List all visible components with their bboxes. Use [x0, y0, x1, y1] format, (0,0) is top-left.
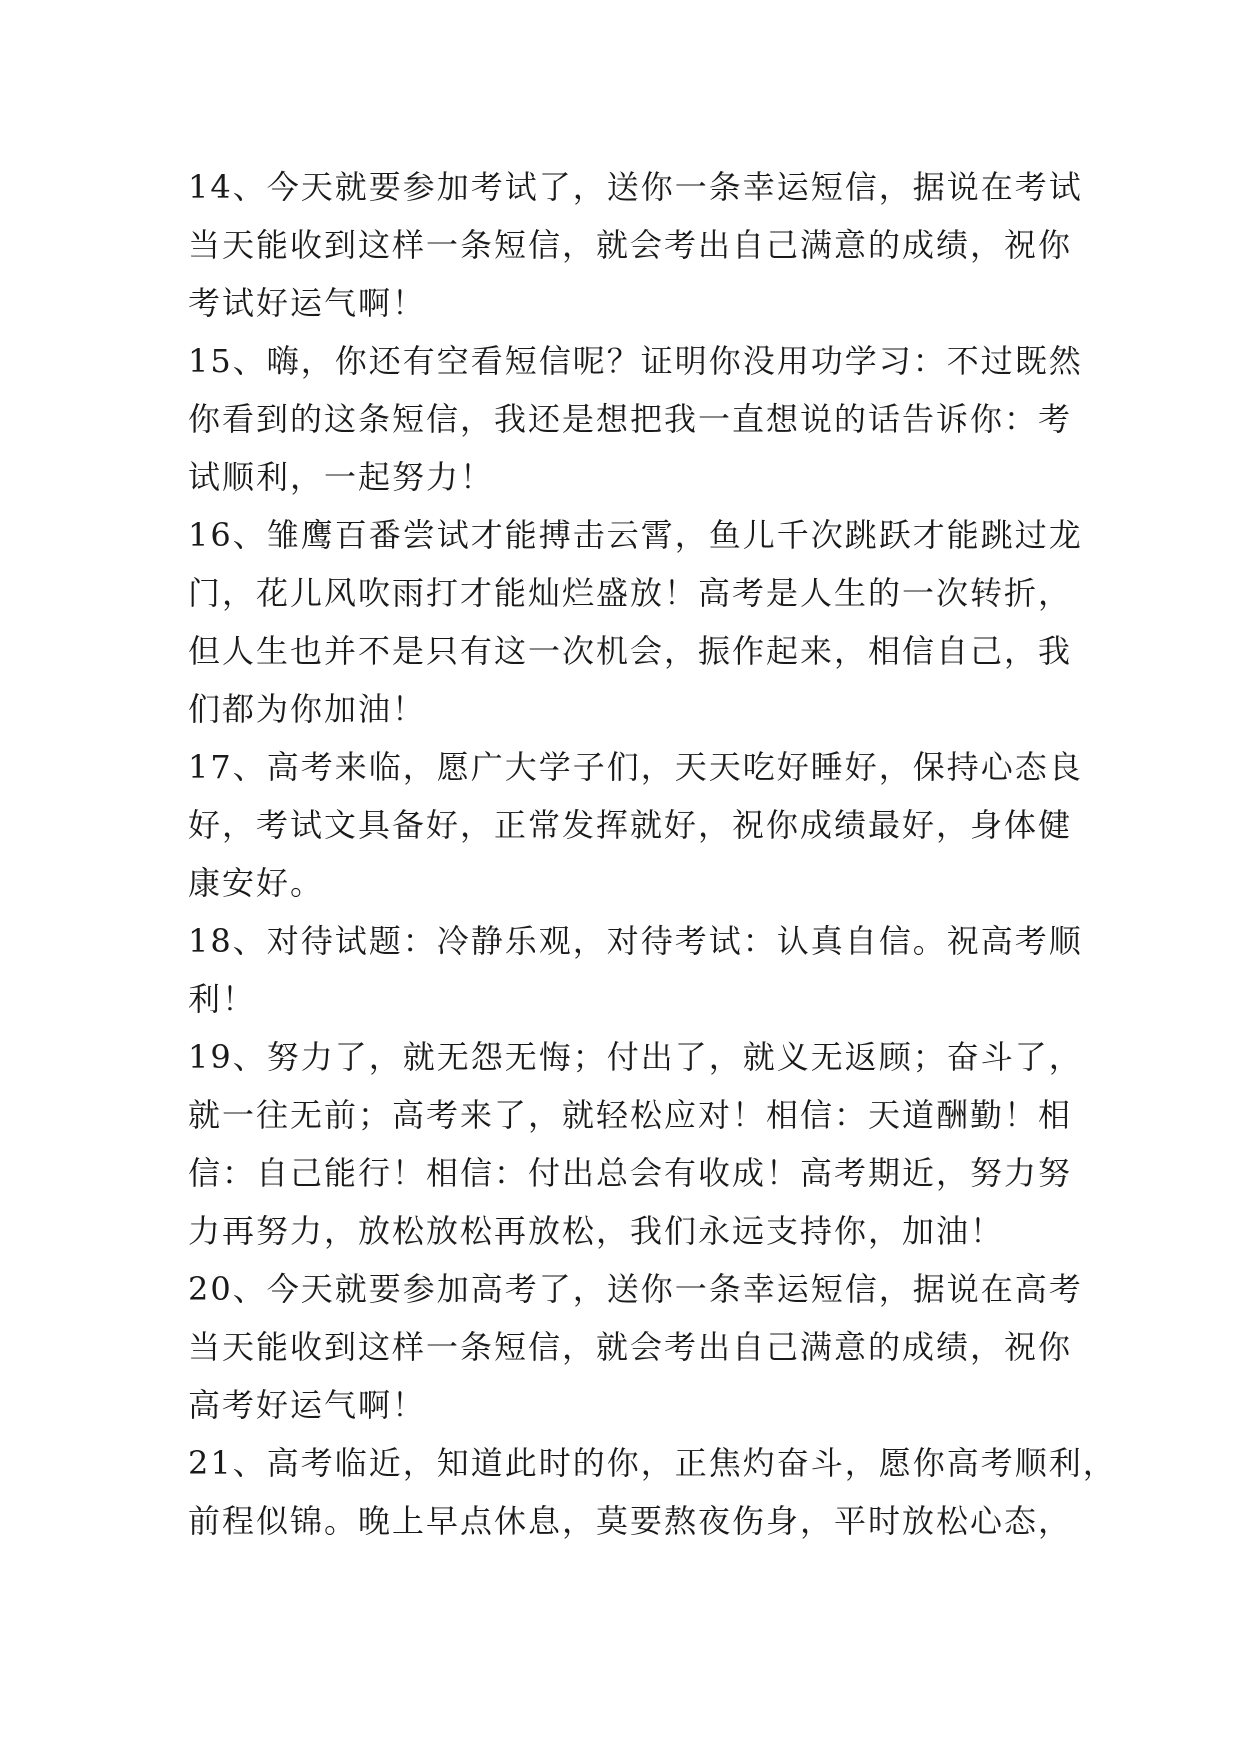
text-line: 15、嗨，你还有空看短信呢？证明你没用功学习：不过既然 [188, 342, 1083, 380]
document-body [188, 158, 1117, 1550]
text-line: 力再努力，放松放松再放松，我们永远支持你，加油！ [188, 1212, 1005, 1250]
text-line: 们都为你加油！ [188, 690, 427, 728]
text-line: 17、高考来临，愿广大学子们，天天吃好睡好，保持心态良 [188, 748, 1083, 786]
text-line: 好，考试文具备好，正常发挥就好，祝你成绩最好，身体健 [188, 806, 1073, 844]
text-line: 门，花儿风吹雨打才能灿烂盛放！高考是人生的一次转折， [188, 574, 1073, 612]
text-line: 20、今天就要参加高考了，送你一条幸运短信，据说在高考 [188, 1270, 1083, 1308]
text-line: 就一往无前；高考来了，就轻松应对！相信：天道酬勤！相 [188, 1096, 1073, 1134]
text-line: 利！ [188, 980, 257, 1018]
text-line: 当天能收到这样一条短信，就会考出自己满意的成绩，祝你 [188, 1328, 1073, 1366]
text-line: 14、今天就要参加考试了，送你一条幸运短信，据说在考试 [188, 168, 1083, 206]
text-line: 当天能收到这样一条短信，就会考出自己满意的成绩，祝你 [188, 226, 1073, 264]
text-line: 前程似锦。晚上早点休息，莫要熬夜伤身，平时放松心态， [188, 1502, 1073, 1540]
text-line: 高考好运气啊！ [188, 1386, 427, 1424]
text-line: 21、高考临近，知道此时的你，正焦灼奋斗，愿你高考顺利， [188, 1444, 1117, 1482]
text-line: 19、努力了，就无怨无悔；付出了，就义无返顾；奋斗了， [188, 1038, 1083, 1076]
text-line: 但人生也并不是只有这一次机会，振作起来，相信自己，我 [188, 632, 1073, 670]
text-line: 16、雏鹰百番尝试才能搏击云霄，鱼儿千次跳跃才能跳过龙 [188, 516, 1083, 554]
text-line: 信：自己能行！相信：付出总会有收成！高考期近，努力努 [188, 1154, 1073, 1192]
text-line: 康安好。 [188, 864, 325, 902]
text-line: 你看到的这条短信，我还是想把我一直想说的话告诉你：考 [188, 400, 1073, 438]
text-line: 试顺利，一起努力！ [188, 458, 495, 496]
text-line: 考试好运气啊！ [188, 284, 427, 322]
text-line: 18、对待试题：冷静乐观，对待考试：认真自信。祝高考顺 [188, 922, 1083, 960]
